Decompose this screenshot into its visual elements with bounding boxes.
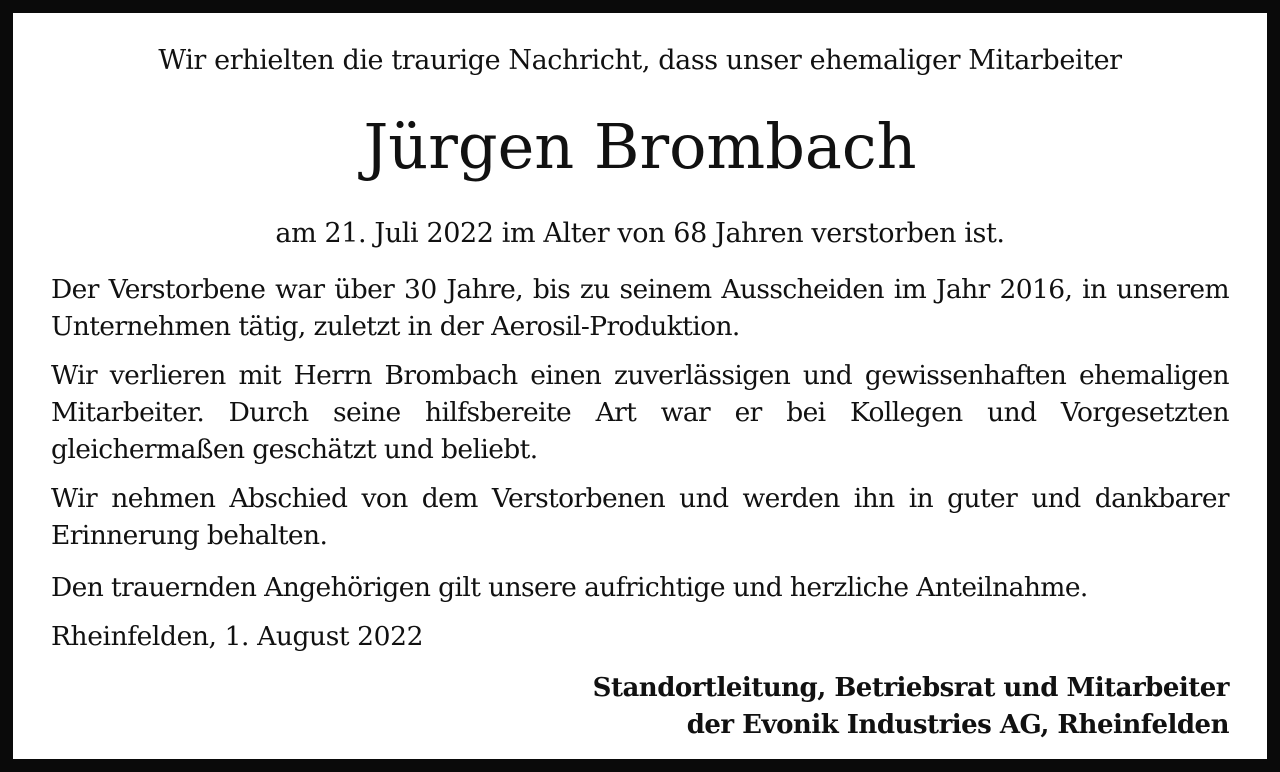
paragraph-condolence: Den trauernden Angehörigen gilt unsere aufrichtige und herzliche Anteilnahme. (51, 572, 1088, 603)
deceased-name: Jürgen Brombach (363, 110, 917, 183)
place-date: Rheinfelden, 1. August 2022 (51, 621, 424, 652)
death-date-line: am 21. Juli 2022 im Alter von 68 Jahren verstorben ist. (275, 218, 1005, 249)
paragraph-career: Der Verstorbene war über 30 Jahre, bis zu seinem Ausscheiden im Jahr 2016, in unserem Unternehmen tätig, zuletzt in der Aerosil-Produktion. (51, 274, 1229, 342)
paragraph-farewell: Wir nehmen Abschied von dem Verstorbenen und werden ihn in guter und dankbarer Erinnerung behalten. (51, 483, 1229, 551)
signature-line-1: Standortleitung, Betriebsrat und Mitarbeiter (592, 673, 1229, 703)
signature-line-2: der Evonik Industries AG, Rheinfelden (686, 710, 1229, 740)
signature (51, 670, 1229, 744)
paragraph-appreciation: Wir verlieren mit Herrn Brombach einen zuverlässigen und gewissenhaften ehemaligen Mitarbeiter. Durch seine hilfsbereite Art war er bei Kollegen und Vorgesetzten gleichermaßen geschätzt und beliebt. (51, 360, 1229, 465)
intro-line: Wir erhielten die traurige Nachricht, dass unser ehemaliger Mitarbeiter (158, 45, 1122, 76)
